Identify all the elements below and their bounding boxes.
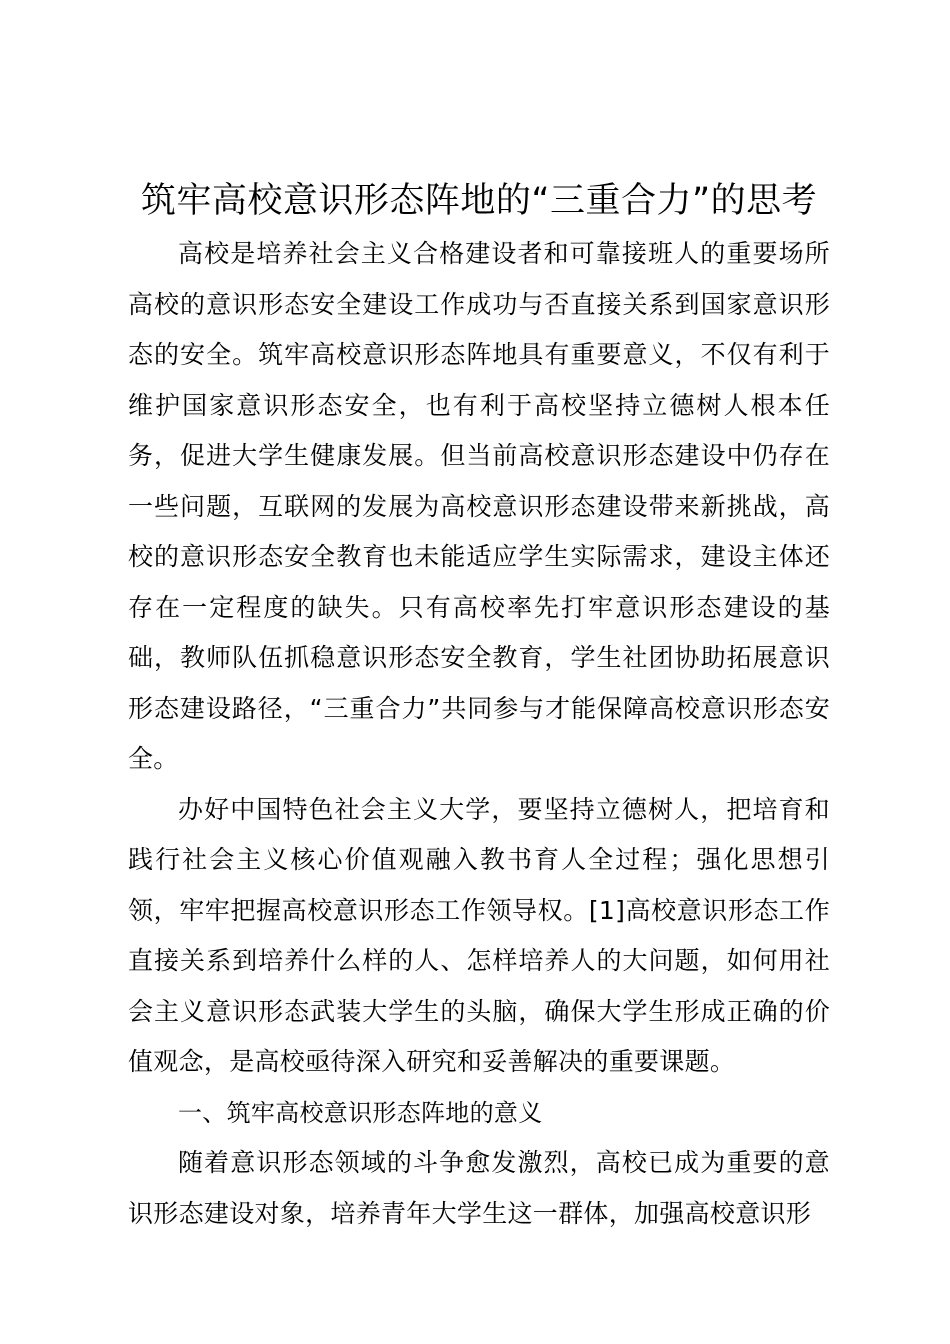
paragraph-second: 办好中国特色社会主义大学，要坚持立德树人，把培育和践行社会主义核心价值观融入教书育人全过程；强化思想引领，牢牢把握高校意识形态工作领导权。[1]高校意识形态工作直接关系到培养什么样的人、怎样培养人的大问题，如何用社会主义意识形态武装大学生的头脑，确保大学生形成正确的价值观念，是高校亟待深入研究和妥善解决的重要课题。 [128,794,830,1076]
document-title: 筑牢高校意识形态阵地的“三重合力”的思考 [140,181,818,221]
section-heading: 一、筑牢高校意识形态阵地的意义 [178,1098,543,1127]
paragraph-intro: 高校是培养社会主义合格建设者和可靠接班人的重要场所高校的意识形态安全建设工作成功与否直接关系到国家意识形态的安全。筑牢高校意识形态阵地具有重要意义，不仅有利于维护国家意识形态安全，也有利于高校坚持立德树人根本任务，促进大学生健康发展。但当前高校意识形态建设中仍存在一些问题，互联网的发展为高校意识形态建设带来新挑战，高校的意识形态安全教育也未能适应学生实际需求，建设主体还存在一定程度的缺失。只有高校率先打牢意识形态建设的基础，教师队伍抓稳意识形态安全教育，学生社团协助拓展意识形态建设路径，“三重合力”共同参与才能保障高校意识形态安全。 [128,239,830,773]
paragraph-section-one: 随着意识形态领域的斗争愈发激烈，高校已成为重要的意识形态建设对象，培养青年大学生这一群体，加强高校意识形 [128,1148,830,1228]
document-body [128,176,830,1239]
